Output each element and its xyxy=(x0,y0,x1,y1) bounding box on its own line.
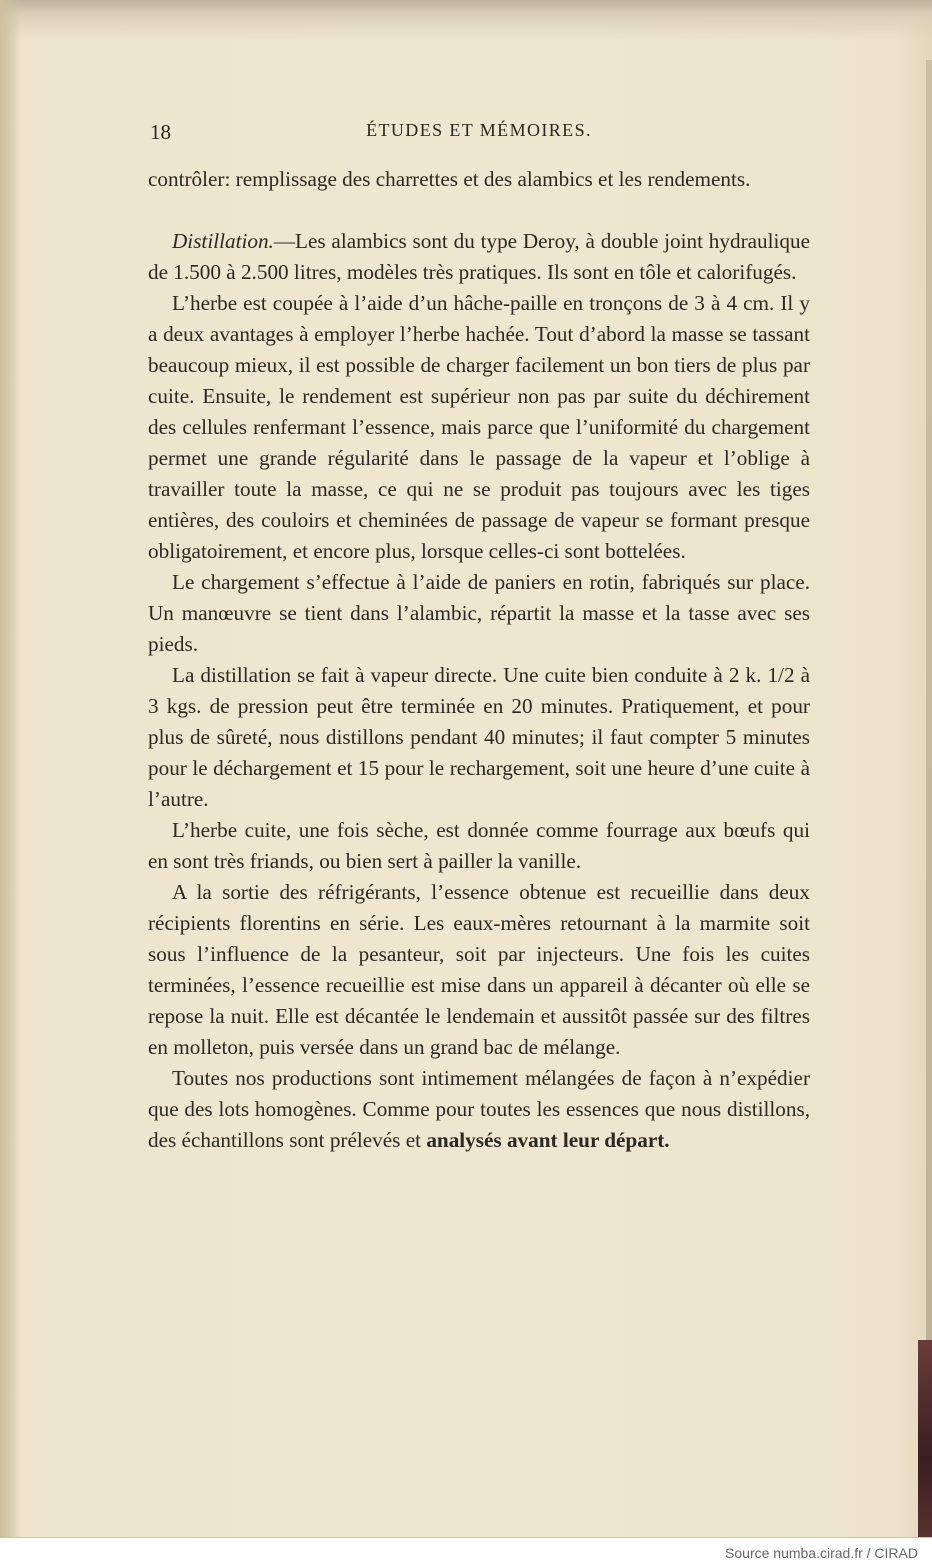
paragraph-ending: analysés avant leur départ. xyxy=(426,1128,670,1152)
source-credit: Source numba.cirad.fr / CIRAD xyxy=(725,1545,918,1561)
page-left-edge xyxy=(0,0,22,1537)
paragraph xyxy=(148,1063,810,1156)
paragraph-continuation: contrôler: remplissage des charrettes et des alambics et les rendements. xyxy=(148,167,751,191)
paragraph-distillation xyxy=(148,226,810,288)
paragraph-text: —Les alambics sont du type Deroy, à double joint hydraulique de 1.500 à 2.500 litres, modèles très pratiques. Ils sont en tôle et calorifugés. xyxy=(148,229,810,284)
paragraph: La distillation se fait à vapeur directe. Une cuite bien conduite à 2 k. 1/2 à 3 kgs. de pression peut être terminée en 20 minutes. Pratiquement, et pour plus de sûreté, nous distillons pendant 40 minutes; il faut compter 5 minutes pour le déchargement et 15 pour le rechargement, soit une heure d’une cuite à l’autre. xyxy=(148,663,810,811)
page-number: 18 xyxy=(150,120,171,144)
paragraph: L’herbe cuite, une fois sèche, est donnée comme fourrage aux bœufs qui en sont très friands, ou bien sert à pailler la vanille. xyxy=(148,818,810,873)
binding-edge xyxy=(926,60,932,1340)
section-heading: Distillation. xyxy=(172,229,274,253)
book-spine xyxy=(918,1340,932,1537)
page-header xyxy=(148,120,810,144)
paragraph: Le chargement s’effectue à l’aide de paniers en rotin, fabriqués sur place. Un manœuvre se tient dans l’alambic, répartit la masse et la tasse avec ses pieds. xyxy=(148,570,810,656)
body-text xyxy=(148,164,810,1156)
running-title: ÉTUDES ET MÉMOIRES. xyxy=(366,120,592,140)
paragraph: A la sortie des réfrigérants, l’essence obtenue est recueillie dans deux récipients florentins en série. Les eaux-mères retournant à la marmite soit sous l’influence de la pesanteur, soit par injecteurs. Une fois les cuites terminées, l’essence recueillie est mise dans un appareil à décanter où elle se repose la nuit. Elle est décantée le lendemain et aussitôt passée sur des filtres en molleton, puis versée dans un grand bac de mélange. xyxy=(148,880,810,1059)
page-top-shadow xyxy=(0,0,932,40)
paragraph-text: Toutes nos productions sont intimement mélangées de façon à n’expédier que des lots homogènes. Comme pour toutes les essences que nous distillons, des échantillons sont prélevés et xyxy=(148,1066,810,1152)
paragraph: L’herbe est coupée à l’aide d’un hâche-paille en tronçons de 3 à 4 cm. Il y a deux avantages à employer l’herbe hachée. Tout d’abord la masse se tassant beaucoup mieux, il est possible de charger facilement un bon tiers de plus par cuite. Ensuite, le rendement est supérieur non pas par suite du déchirement des cellules renfermant l’essence, mais parce que l’uniformité du chargement permet une grande régularité dans le passage de la vapeur et l’oblige à travailler toute la masse, ce qui ne se produit pas toujours avec les tiges entières, des couloirs et cheminées de passage de vapeur se formant presque obligatoirement, et encore plus, lorsque celles-ci sont bottelées. xyxy=(148,291,810,563)
